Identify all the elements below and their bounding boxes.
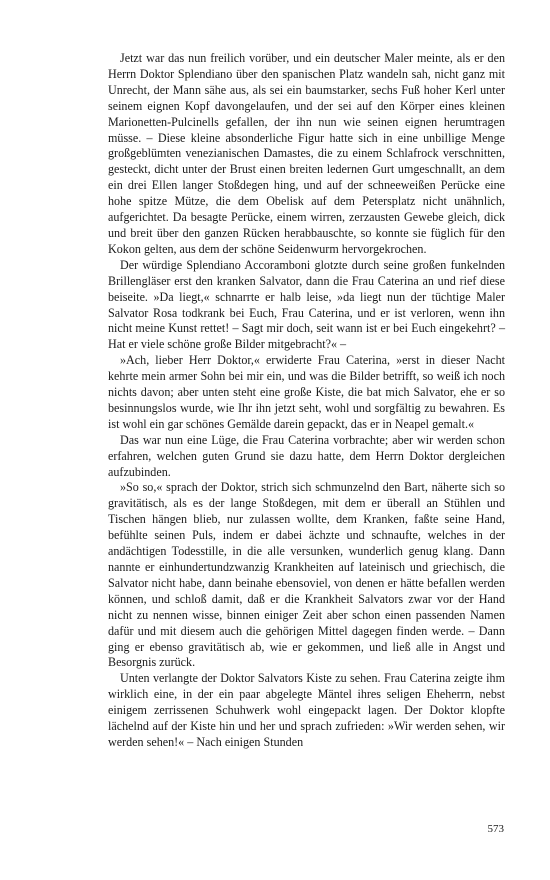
- paragraph-6: Unten verlangte der Doktor Salvators Kiste zu sehen. Frau Caterina zeigte ihm wirklich eine, in der ein paar abgelegte Mäntel ihres seligen Eheherrn, nebst einigem zerrissenen Schuhwerk wohl eingepackt lagen. Der Doktor klopfte lächelnd auf der Kiste hin und her und sprach zufrieden: »Wir werden sehen, wir werden sehen!« – Nach einigen Stunden: [108, 671, 505, 749]
- paragraph-1: Jetzt war das nun freilich vorüber, und ein deutscher Maler meinte, als er den Herrn Doktor Splendiano über den spanischen Platz wandeln sah, nicht ganz mit Unrecht, der Mann sähe aus, als sei ein baumstarker, sechs Fuß hoher Kerl unter seinem eignen Kopf davongelaufen, und der sei auf den Körper eines kleinen Marionetten-Pulcinells gefallen, der ihn nun wie seinen eignen herumtragen müsse. – Diese kleine absonderliche Figur hatte sich in eine unbillige Menge großgeblümten venezianischen Damastes, die zu einem Schlafrock verschnitten, gesteckt, dicht unter der Brust einen breiten ledernen Gurt umgeschnallt, an dem ein drei Ellen langer Stoßdegen hing, und auf der schneeweißen Perücke eine hohe spitze Mütze, die dem Obelisk auf dem Petersplatz nicht unähnlich, aufgerichtet. Da besagte Perücke, einem wirren, zerzausten Gewebe gleich, dick und breit über den ganzen Rücken herabbauschte, so konnte sie füglich für den Kokon gelten, aus dem der schöne Seidenwurm hervorgekrochen.: [108, 51, 505, 256]
- paragraph-2: Der würdige Splendiano Accoramboni glotzte durch seine großen funkelnden Brillengläser erst den kranken Salvator, dann die Frau Caterina an und rief diese beiseite. »Da liegt,« schnarrte er halb leise, »da liegt nun der tüchtige Maler Salvator Rosa todkrank bei Euch, Frau Caterina, und er ist verloren, wenn ihn nicht meine Kunst rettet! – Sagt mir doch, seit wann ist er bei Euch eingekehrt? – Hat er viele schöne große Bilder mitgebracht?« –: [108, 257, 505, 352]
- body-text: [108, 51, 505, 751]
- page-number: 573: [487, 823, 504, 835]
- paragraph-3: »Ach, lieber Herr Doktor,« erwiderte Frau Caterina, »erst in dieser Nacht kehrte mein armer Sohn bei mir ein, und was die Bilder betrifft, so weiß ich noch nichts davon; aber unten steht eine große Kiste, die bat mich Salvator, ehe er so besinnungslos wurde, wie Ihr ihn jetzt seht, wohl und sorgfältig zu bewahren. Es ist wohl ein gar schönes Gemälde darein gepackt, das er in Neapel gemalt.«: [108, 353, 505, 431]
- paragraph-5: »So so,« sprach der Doktor, strich sich schmunzelnd den Bart, näherte sich so gravitätisch, als es der lange Stoßdegen, mit dem er überall an Stühlen und Tischen hängen blieb, nur zulassen wollte, dem Kranken, faßte seine Hand, befühlte seinen Puls, indem er dabei ächzte und schnaufte, welches in der andächtigen Todesstille, in die alle versunken, wunderlich genug klang. Dann nannte er einhundertundzwanzig Krankheiten auf lateinisch und griechisch, die Salvator nicht habe, dann beinahe ebensoviel, von denen er hätte befallen werden können, und schloß damit, daß er die Krankheit Salvators zwar vor der Hand nicht zu nennen wisse, binnen einiger Zeit aber schon einen passenden Namen dafür und mit diesem auch die gehörigen Mittel dagegen finden werde. – Dann ging er ebenso gravitätisch ab, wie er gekommen, und ließ alle in Angst und Besorgnis zurück.: [108, 480, 505, 670]
- paragraph-4: Das war nun eine Lüge, die Frau Caterina vorbrachte; aber wir werden schon erfahren, welchen guten Grund sie dazu hatte, dem Herrn Doktor dergleichen aufzubinden.: [108, 432, 505, 479]
